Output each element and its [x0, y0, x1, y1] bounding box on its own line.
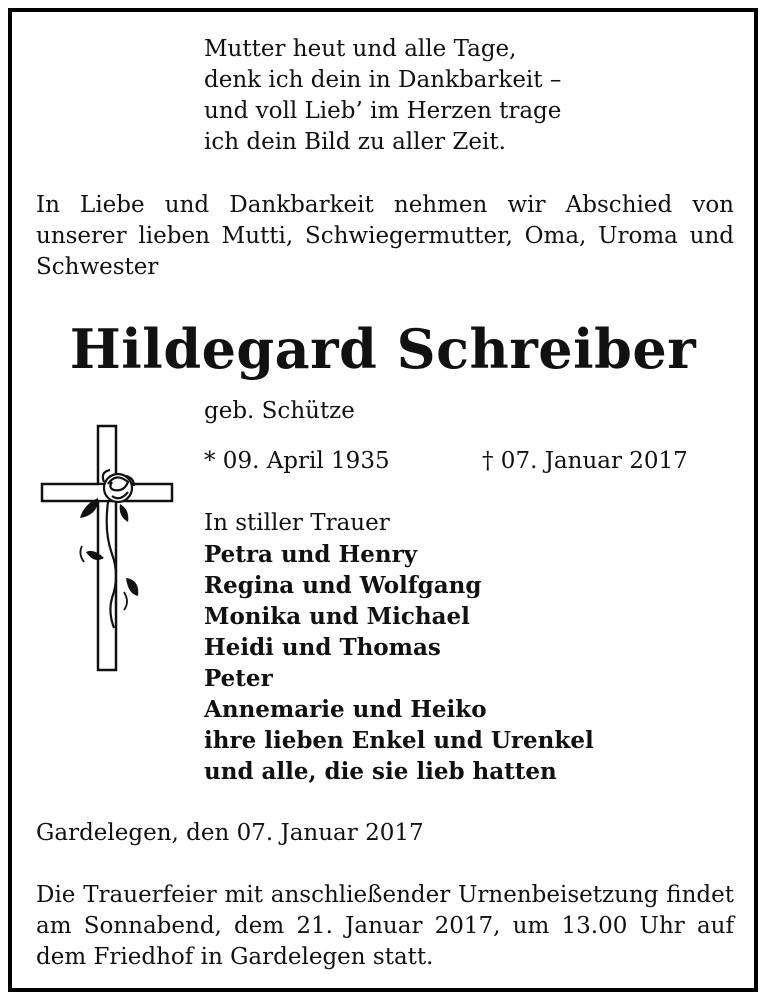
poem-line: denk ich dein in Dankbarkeit –	[204, 67, 562, 93]
mourner: Regina und Wolfgang	[204, 572, 482, 599]
place-and-date: Gardelegen, den 07. Januar 2017	[36, 820, 424, 846]
poem-line: Mutter heut und alle Tage,	[204, 36, 517, 62]
mourners-list	[204, 508, 684, 787]
poem-line: ich dein Bild zu aller Zeit.	[204, 129, 506, 155]
poem-line: und voll Lieb’ im Herzen trage	[204, 98, 562, 124]
farewell-intro: In Liebe und Dankbarkeit nehmen wir Abschied von unserer lieben Mutti, Schwiegermutter, Oma, Uroma und Schwester	[36, 192, 734, 280]
mourner: und alle, die sie lieb hatten	[204, 758, 557, 785]
cross-with-rose-icon	[38, 412, 178, 672]
mourner: Petra und Henry	[204, 541, 418, 568]
mourner: Annemarie und Heiko	[204, 696, 487, 723]
mourner: Peter	[204, 665, 273, 692]
mourner: ihre lieben Enkel und Urenkel	[204, 727, 594, 754]
funeral-service-info: Die Trauerfeier mit anschließender Urnenbeisetzung findet am Sonnabend, dem 21. Januar 2017, um 13.00 Uhr auf dem Friedhof in Gardelegen statt.	[36, 882, 734, 970]
poem	[204, 34, 664, 158]
death-date: † 07. Januar 2017	[482, 448, 688, 474]
birth-date: * 09. April 1935	[204, 448, 390, 474]
birth-name: geb. Schütze	[204, 398, 355, 424]
mourner: Heidi und Thomas	[204, 634, 441, 661]
deceased-name: Hildegard Schreiber	[69, 317, 697, 381]
mourner: Monika und Michael	[204, 603, 470, 630]
obituary-notice	[8, 8, 758, 992]
mourners-intro: In stiller Trauer	[204, 510, 390, 536]
